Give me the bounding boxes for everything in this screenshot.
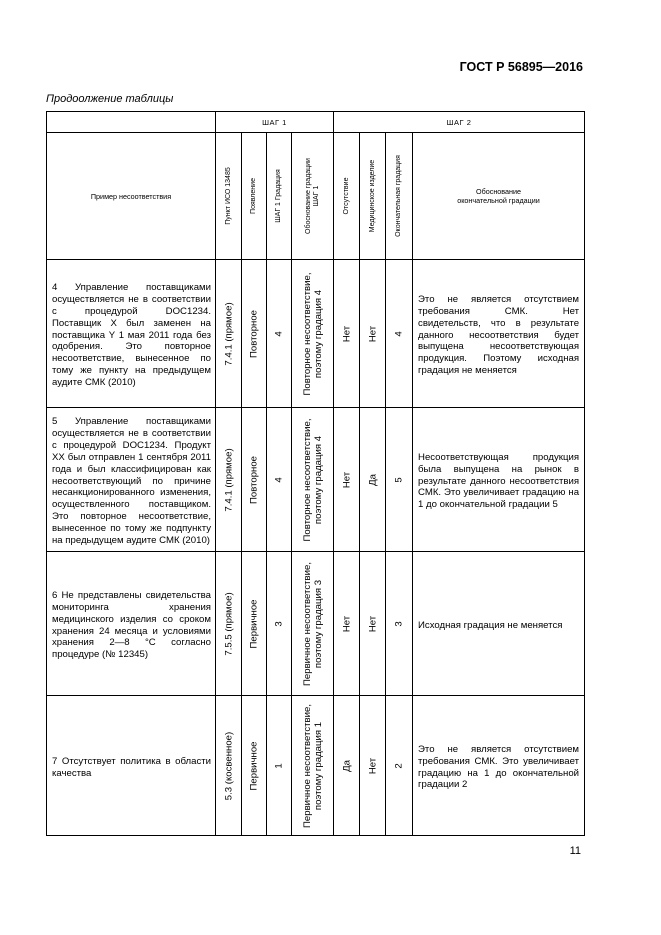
row-absence [334,696,360,836]
col-header-final-grade-text: Окончательная градация [394,155,402,237]
row-final-grade [386,260,413,408]
col-header-device-text: Медицинское изделие [368,159,376,233]
row-device-text: Нет [367,325,378,342]
column-header-row [47,133,585,260]
row-absence [334,408,360,552]
row-grade [267,408,292,552]
row-absence [334,260,360,408]
blank-header-cell [47,112,216,133]
table-continuation-caption: Продоолжение таблицы [46,93,174,105]
row-device-text: Нет [367,757,378,774]
col-header-clause-text: Пункт ИСО 13485 [224,167,232,225]
row-occurrence-text: Первичное [248,741,260,790]
row-occurrence [242,696,267,836]
row-justification-text [301,704,323,828]
row-final-justification: Это не является отсутствием требования СМК. Это увеличивает градацию на 1 до окончательной градации 2 [413,696,585,836]
row-absence-text: Нет [341,615,352,632]
row-example: 4 Управление поставщиками осуществляется не в соответствии с процедурой DOC1234. Поставщик X был заменен на поставщика Y 1 мая 2011 года без одобрения. Это повторное несоответствие, вынесенное по тому же пункту на предыдущем аудите СМК (2010) [47,260,216,408]
col-header-device [360,133,386,260]
row-grade-text: 1 [273,762,285,769]
row-occurrence [242,260,267,408]
row-final-grade-text: 5 [393,476,405,483]
row-device-text: Да [367,473,378,486]
row-justification [292,696,334,836]
row-grade [267,696,292,836]
row-device [360,260,386,408]
row-justification-text [301,562,323,686]
table-row [47,552,585,696]
row-justification-text [301,418,323,541]
row-justification-line1: Первичное несоответствие, [301,561,313,686]
table-row [47,260,585,408]
row-justification-line2: поэтому градация 1 [312,721,324,810]
col-header-absence [334,133,360,260]
row-justification [292,408,334,552]
col-header-final-grade [386,133,413,260]
col-header-final-justification-line1: Обоснование [476,187,522,196]
row-grade-text: 4 [273,476,285,483]
row-example: 5 Управление поставщиками осуществляется не в соответствии с процедурой DOC1234. Продукт XX был отправлен 1 сентября 2011 года и был классифицирован как несоответствующий по причине несанкционированного изменения, осуществленного поставщиком. Это повторное несоответствие, вынесенное по тому же подпункту на предыдущем аудите СМК (2010) [47,408,216,552]
row-clause-text: 5.3 (косвенное) [222,731,234,800]
row-occurrence [242,408,267,552]
row-clause-text: 7.5.5 (прямое) [222,591,234,656]
row-justification-line1: Повторное несоответствие, [301,417,313,542]
row-final-grade-text: 2 [393,762,405,769]
row-clause [216,696,242,836]
row-grade [267,260,292,408]
row-device [360,696,386,836]
row-clause-text: 7.4.1 (прямое) [222,301,234,366]
col-header-final-justification [413,133,585,260]
row-clause [216,552,242,696]
row-justification-line1: Первичное несоответствие, [301,703,313,828]
row-clause-text: 7.4.1 (прямое) [222,447,234,512]
table-row [47,408,585,552]
col-header-step1-grade-text: ШАГ 1 Градация [274,169,282,223]
col-header-step1-justification-line2: ШАГ 1 [312,185,320,207]
row-clause [216,408,242,552]
step-header-row [47,112,585,133]
row-clause [216,260,242,408]
row-example: 7 Отсутствует политика в области качества [47,696,216,836]
row-final-grade-text: 3 [393,620,405,627]
col-header-step1-justification [292,133,334,260]
row-final-justification: Несоответствующая продукция была выпущена на рынок в результате данного несоответствия СМК. Это увеличивает градацию на 1 до окончательной градации 5 [413,408,585,552]
row-justification-line2: поэтому градация 4 [312,289,324,378]
row-occurrence-text: Повторное [248,309,260,358]
row-justification [292,552,334,696]
row-grade-text: 4 [273,330,285,337]
col-header-step1-justification-text [304,158,320,234]
row-device [360,408,386,552]
row-absence [334,552,360,696]
row-grade-text: 3 [273,620,285,627]
col-header-final-justification-line2: окончательной градации [457,196,540,205]
row-justification-line2: поэтому градация 3 [312,579,324,668]
row-occurrence-text: Повторное [248,455,260,504]
row-justification-text [301,272,323,395]
row-absence-text: Да [341,759,352,772]
col-header-example: Пример несоответствия [47,133,216,260]
row-example: 6 Не представлены свидетельства мониторинга хранения медицинского изделия со сроком хранения 24 месяца и условиями хранения 2—8 °С согласно процедуре (№ 12345) [47,552,216,696]
row-justification-line1: Повторное несоответствие, [301,271,313,396]
row-final-justification: Исходная градация не меняется [413,552,585,696]
nonconformity-table [46,111,585,836]
row-justification [292,260,334,408]
col-header-step1-justification-line1: Обоснование градации [304,158,312,234]
row-final-grade [386,408,413,552]
row-occurrence [242,552,267,696]
row-absence-text: Нет [341,325,352,342]
row-justification-line2: поэтому градация 4 [312,435,324,524]
col-header-step1-grade [267,133,292,260]
step1-header: ШАГ 1 [216,112,334,133]
row-absence-text: Нет [341,471,352,488]
row-final-justification: Это не является отсутствием требования СМК. Нет свидетельств, что в результате данного несоответствия будет выпущена несоответствующая продукция. Поэтому исходная градация не меняется [413,260,585,408]
document-code: ГОСТ Р 56895—2016 [459,60,583,74]
row-final-grade-text: 4 [393,330,405,337]
row-occurrence-text: Первичное [248,599,260,648]
row-device-text: Нет [367,615,378,632]
col-header-occurrence-text: Появление [249,178,257,214]
row-final-grade [386,696,413,836]
row-grade [267,552,292,696]
col-header-occurrence [242,133,267,260]
step2-header: ШАГ 2 [334,112,585,133]
row-final-grade [386,552,413,696]
col-header-absence-text: Отсутствие [342,177,350,215]
col-header-clause [216,133,242,260]
row-device [360,552,386,696]
page-number: 11 [569,845,581,857]
table-row [47,696,585,836]
